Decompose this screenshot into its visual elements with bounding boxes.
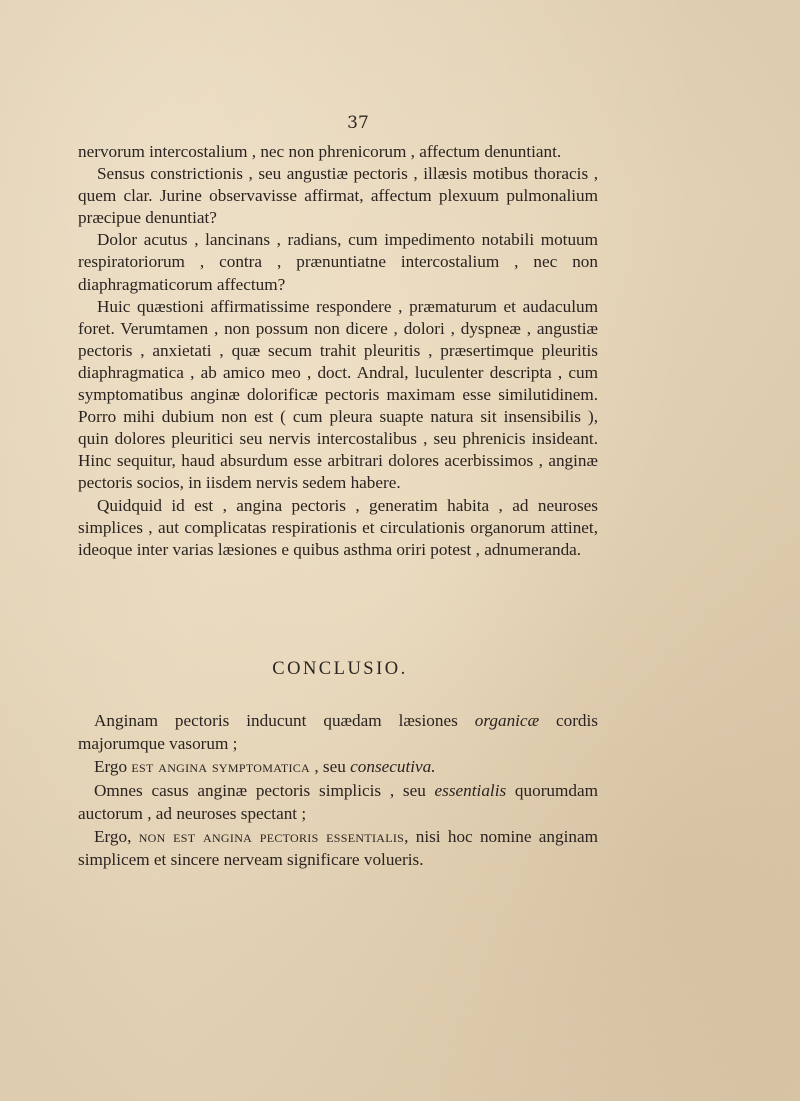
paragraph-dolor: Dolor acutus , lancinans , radians, cum impedimento notabili motuum respiratoriorum , contra , prænuntiatne intercostalium , nec non diaphragmaticorum affectum? [78, 230, 598, 294]
conclusion-2-emphasis: consecutiva. [350, 757, 436, 777]
paragraph-sensus: Sensus constrictionis , seu angustiæ pectoris , illæsis motibus thoracis , quem clar. Jurine observavisse affirmat, affectum plexuum pulmonalium præcipue denuntiat? [78, 164, 598, 228]
conclusion-4-small-caps: non est angina pectoris essentialis [138, 827, 405, 847]
conclusion-1-emphasis: organicæ [474, 711, 540, 730]
conclusion-3-text-b: quorumdam auctorum , ad neuroses spectant ; [78, 780, 598, 823]
conclusion-paragraph-1 [78, 709, 598, 755]
conclusion-text [78, 709, 598, 871]
page-number: 37 [347, 113, 369, 133]
conclusion-4-text-b: , nisi hoc nomine anginam simplicem et sincere nerveam significare volueris. [78, 827, 598, 870]
conclusion-paragraph-4 [78, 825, 598, 871]
conclusion-1-text-a: Anginam pectoris inducunt quædam læsiones [94, 711, 475, 730]
section-heading: CONCLUSIO. [272, 659, 408, 679]
conclusion-4-text-a: Ergo, [94, 827, 139, 847]
conclusion-3-text-a: Omnes casus anginæ pectoris simplicis , seu [94, 780, 435, 800]
paragraph-continuation: nervorum intercostalium , nec non phrenicorum , affectum denuntiant. [78, 142, 562, 161]
body-text [78, 141, 598, 561]
paragraph-huic: Huic quæstioni affirmatissime respondere , præmaturum et audaculum foret. Verumtamen , non possum non dicere , dolori , dyspneæ , angustiæ pectoris , anxietati , quæ secum trahit pleuritis , præsertimque pleuritis diaphragmatica , ab amico meo , doct. Andral, luculenter descripta , cum symptomatibus anginæ dolorificæ pectoris maximam esse similutidinem. Porro mihi dubium non est ( cum pleura suapte natura sit insensibilis ), quin dolores pleuritici seu nervis intercostalibus , seu phrenicis insideant. Hinc sequitur, haud absurdum esse arbitrari dolores acerbissimos , anginæ pectoris socios, in iisdem nervis sedem habere. [78, 296, 598, 493]
conclusion-paragraph-3 [78, 779, 598, 825]
conclusion-paragraph-2 [78, 755, 598, 778]
paragraph-quidquid: Quidquid id est , angina pectoris , generatim habita , ad neuroses simplices , aut complicatas respirationis et circulationis organorum attinet, ideoque inter varias læsiones e quibus asthma oriri potest , adnumeranda. [78, 495, 598, 559]
conclusion-3-emphasis: essentialis [434, 780, 507, 800]
conclusion-2-text-b: , seu [310, 757, 351, 777]
conclusion-2-small-caps: est angina symptomatica [131, 757, 311, 777]
conclusion-2-text-a: Ergo [94, 757, 132, 777]
conclusion-1-text-b: cordis majorumque vasorum ; [78, 711, 598, 754]
